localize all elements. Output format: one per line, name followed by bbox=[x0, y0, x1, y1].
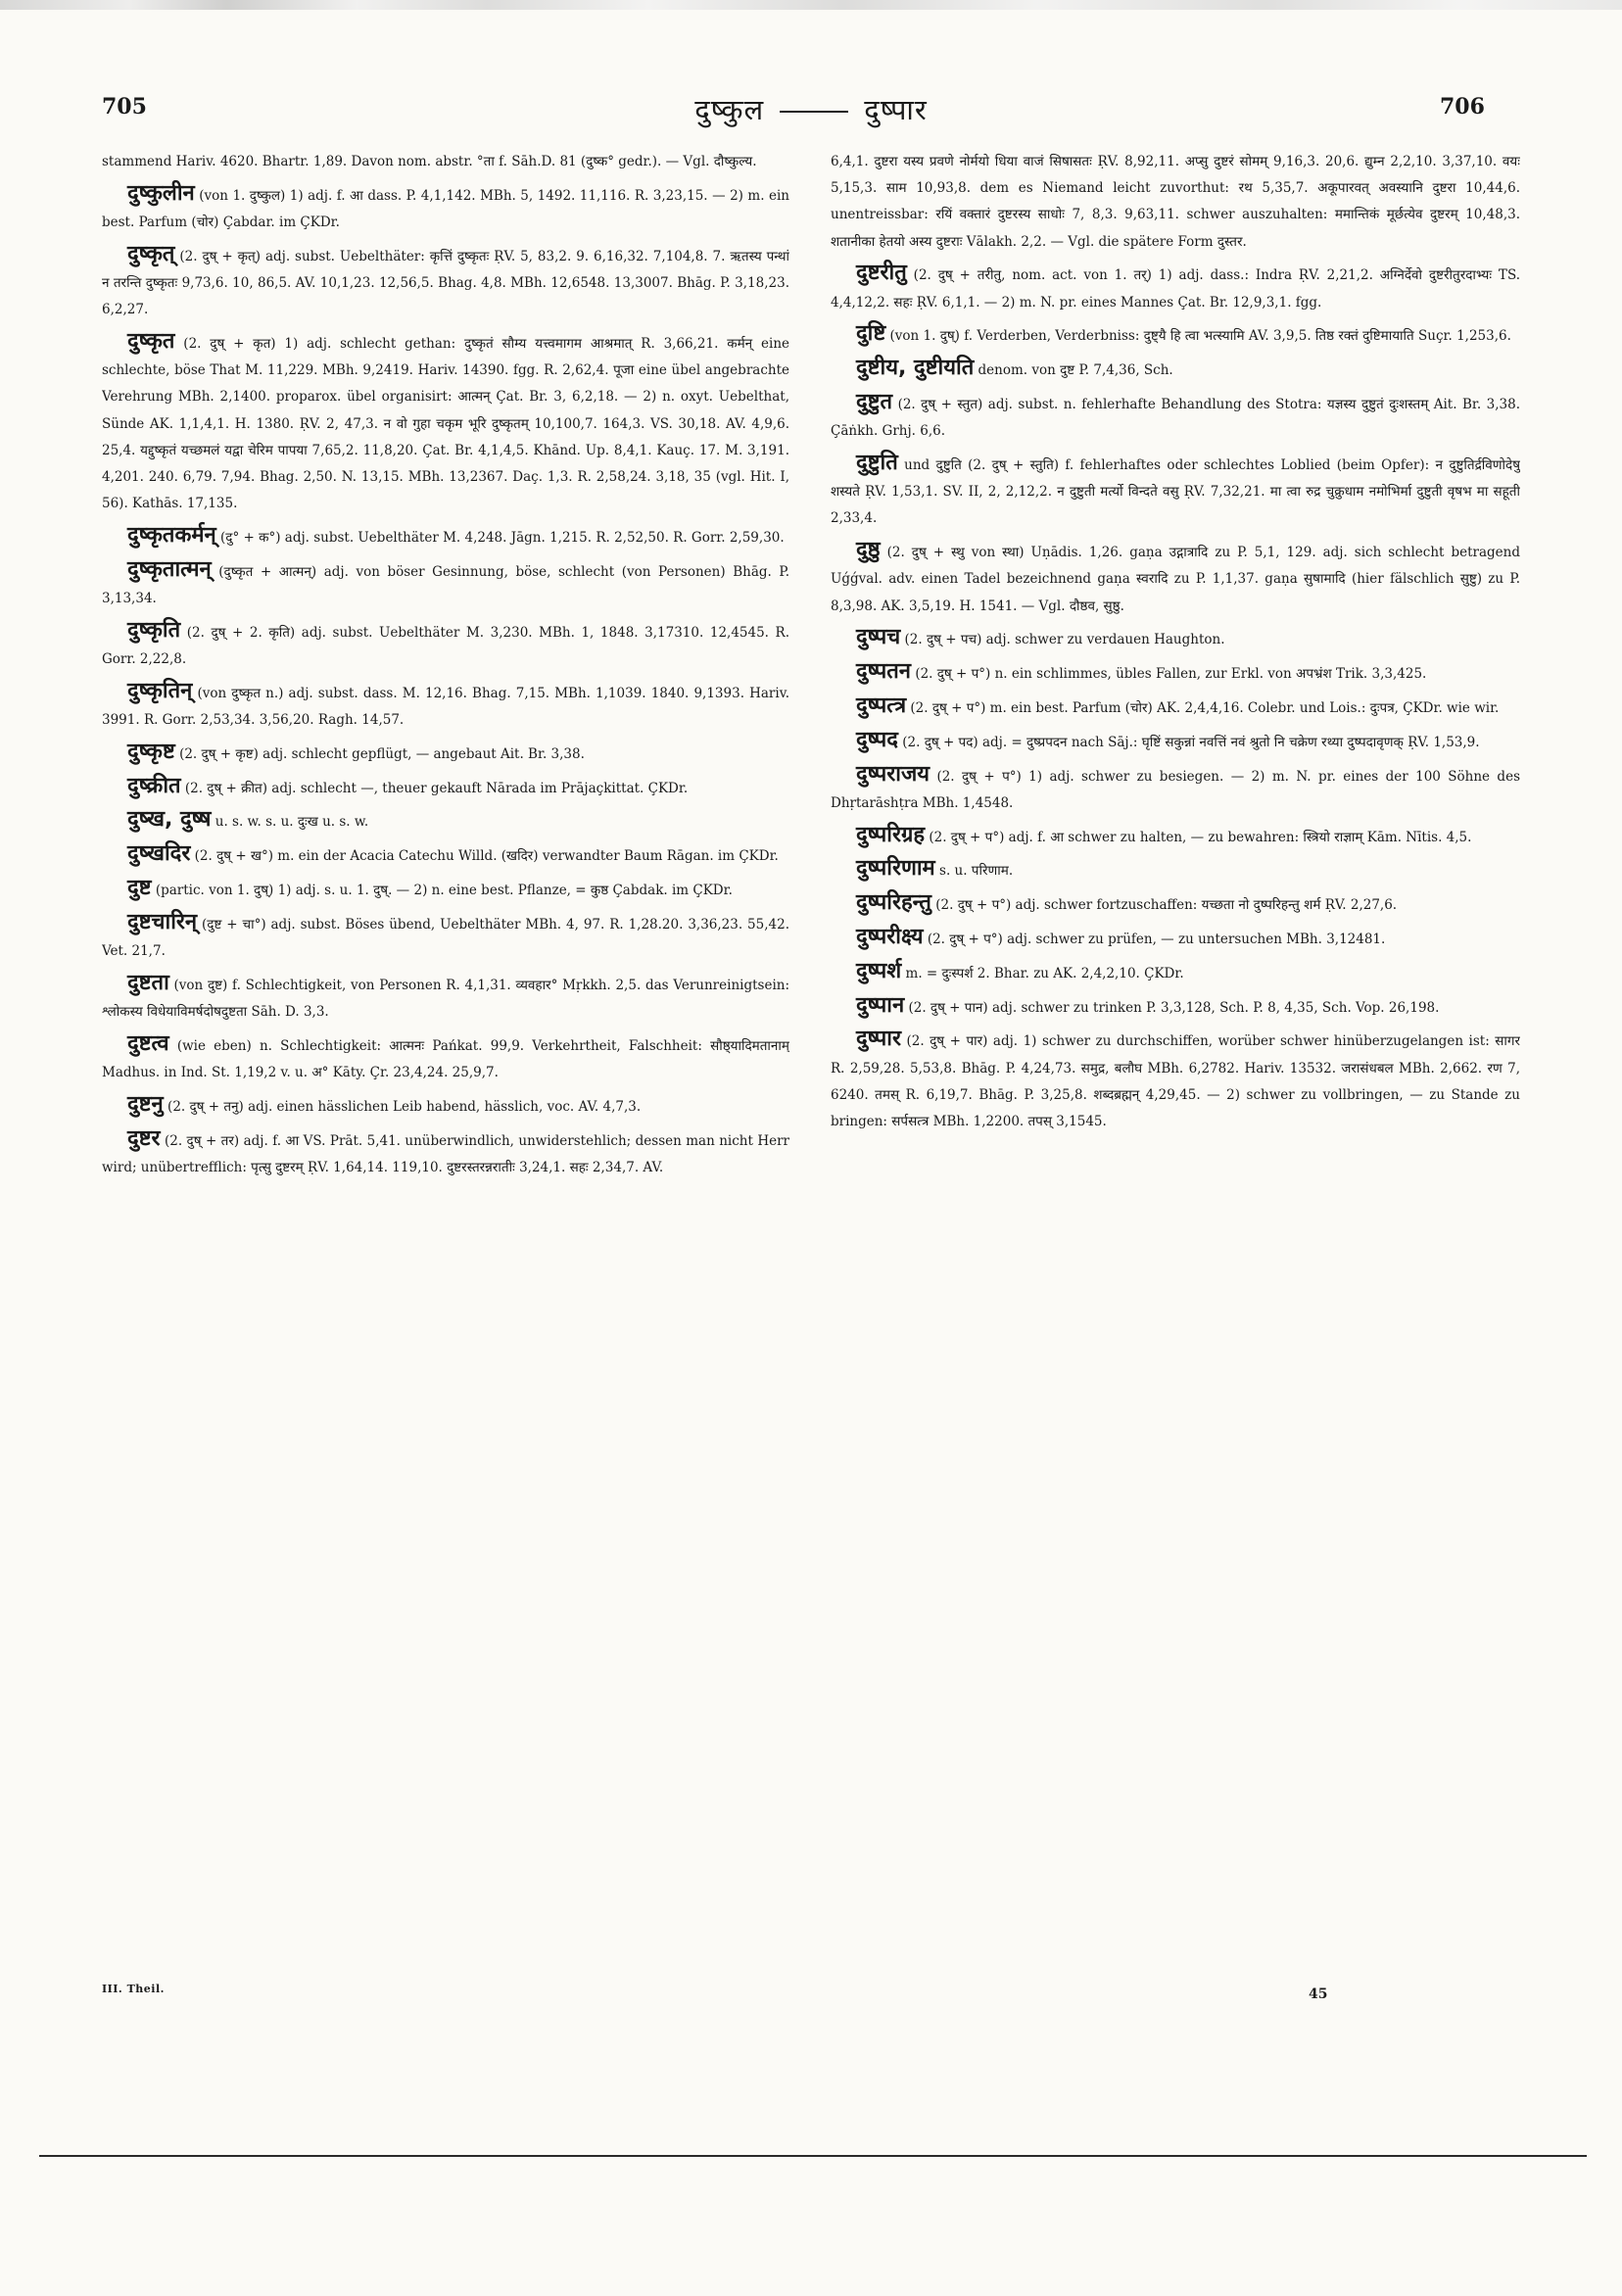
entry-text: (partic. von 1. दुष्) 1) adj. s. u. 1. दुष्. — 2) n. eine best. Pflanze, = कुष्ठ Çabdak. im ÇKDr. bbox=[155, 883, 733, 898]
signature-mark: 45 bbox=[1309, 1986, 1328, 2002]
dictionary-entry bbox=[102, 328, 789, 517]
entry-headword: दुष्कृत bbox=[127, 329, 175, 354]
running-head-last-word: दुष्पार bbox=[864, 93, 928, 126]
entry-headword: दुष्टुति bbox=[856, 451, 898, 475]
entry-text: (2. दुष् + ख°) m. ein der Acacia Catechu Willd. (खदिर) verwandter Baum Rāgan. im ÇKDr. bbox=[194, 848, 779, 865]
dictionary-entry bbox=[831, 658, 1520, 688]
entry-headword: दुष्टता bbox=[127, 970, 169, 995]
entry-headword: दुष्परिग्रह bbox=[856, 822, 926, 847]
entry-headword: दुष्कृति bbox=[127, 617, 181, 643]
entry-text: (2. दुष् + पार) adj. 1) schwer zu durchschiffen, worüber schwer hinüberzugelangen ist: सागर R. 2,59,28. 5,53,8. Bhāg. P. 4,24,73. समुद्र, बलौघ MBh. 6,2782. Hariv. 13532. जरासंधबल MBh. 2,662. रण 7, 6240. तमस् R. 6,19,7. Bhāg. P. 3,25,8. शब्दब्रह्मन् 4,29,45. — 2) schwer zu vollbringen, — zu Stande zu bringen: सर्पसत्त्र MBh. 1,2200. तपस् 3,1545. bbox=[831, 1033, 1520, 1129]
entry-headword: दुष्पान bbox=[856, 992, 905, 1018]
entry-text: (2. दुष् + क्रीत) adj. schlecht —, theuer gekauft Nārada im Prājaçkittat. ÇKDr. bbox=[184, 780, 689, 796]
entry-text: (2. दुष् + कृत्) adj. subst. Uebelthäter: कृत्तिं दुष्कृतः ṚV. 5, 83,2. 9. 6,16,32. 7,104,8. 7. ऋतस्य पन्थां न तरन्ति दुष्कृतः 9,73,6. 10, 86,5. AV. 10,1,23. 12,56,5. Bhag. 4,8. MBh. 12,6548. 13,3007. Bhāg. P. 3,18,23. 6,2,27. bbox=[102, 248, 789, 318]
entry-headword: दुष्परिणाम bbox=[856, 856, 935, 882]
entry-headword: दुष्कृत् bbox=[127, 241, 175, 266]
entry-headword: दुष्पत्त्र bbox=[856, 694, 907, 718]
entry-text: (2. दुष् + प°) n. ein schlimmes, übles Fallen, zur Erkl. von अपभ्रंश Trik. 3,3,425. bbox=[915, 666, 1427, 683]
dictionary-entry bbox=[831, 320, 1520, 350]
dictionary-entry bbox=[102, 970, 789, 1026]
entry-text: (2. दुष् + प°) adj. f. आ schwer zu halten, — zu bewahren: स्त्रियो राज्ञाम् Kām. Nītis. 4,5. bbox=[929, 829, 1472, 845]
dictionary-entry bbox=[831, 924, 1520, 953]
entry-text: und दुष्टुति (2. दुष् + स्तुति) f. fehlerhaftes oder schlechtes Loblied (beim Opfer): न दुष्टुतिर्द्रविणोदेषु शस्यते ṚV. 1,53,1. SV. II, 2, 2,12,2. न दुष्टुती मर्त्यो विन्दते वसु ṚV. 7,32,21. मा त्वा रुद्र चुक्रुधाम नमोभिर्मा दुष्टुती वृषभ मा सहूती 2,33,4. bbox=[831, 457, 1520, 527]
entry-text: s. u. परिणाम. bbox=[939, 863, 1014, 880]
dictionary-entry bbox=[831, 624, 1520, 653]
entry-text: (2. दुष् + प°) 1) adj. schwer zu besiegen. — 2) m. N. pr. eines der 100 Söhne des Dhṛtarāshṭra MBh. 1,4548. bbox=[831, 768, 1520, 811]
entry-text: u. s. w. s. u. दुःख u. s. w. bbox=[215, 814, 369, 831]
dictionary-entry bbox=[102, 773, 789, 802]
scan-top-edge bbox=[0, 0, 1622, 10]
entry-headword: दुष्कृतिन् bbox=[127, 678, 193, 703]
entry-headword: दुष्खदिर bbox=[127, 841, 191, 867]
entry-headword: दुष्ख, दुष्ष bbox=[127, 807, 212, 833]
dictionary-entry bbox=[831, 355, 1520, 384]
entry-headword: दुष्पार bbox=[856, 1027, 901, 1052]
entry-text: (2. दुष् + स्थु von स्था) Uṇādis. 1,26. gaṇa उद्गात्रादि zu P. 5,1, 129. adj. sich schlecht betragend Uǵǵval. adv. einen Tadel bezeichnend gaṇa स्वरादि zu P. 1,1,37. gaṇa सुषामादि (hier fälschlich सुष्टु) zu P. 8,3,98. AK. 3,5,19. H. 1541. — Vgl. दौष्ठव, सुष्ठु. bbox=[831, 545, 1520, 614]
entry-text: 6,4,1. दुष्टरा यस्य प्रवणे नोर्मयो धिया वाजं सिषासतः ṚV. 8,92,11. अप्सु दुष्टरं सोमम् 9,16,3. 20,6. द्युम्न 2,2,10. 3,37,10. वयः 5,15,3. साम 10,93,8. dem es Niemand leicht zuvorthut: रथ 5,35,7. अकूपारवत् अवस्यानि दुष्टरा 10,44,6. unentreissbar: रयिं वक्तारं दुष्टरस्य साधोः 7, 8,3. 9,63,11. schwer auszuhalten: ममान्तिकं मूर्छत्येव दुष्टरम् 10,48,3. शतानीका हेतयो अस्य दुष्टराः Vālakh. 2,2. — Vgl. die spätere Form दुस्तर. bbox=[831, 154, 1520, 250]
page-number-right: 706 bbox=[1440, 94, 1485, 120]
right-column bbox=[831, 149, 1520, 2010]
dictionary-entry bbox=[831, 761, 1520, 817]
dictionary-entry bbox=[831, 260, 1520, 315]
dictionary-entry bbox=[831, 855, 1520, 885]
entry-text: (wie eben) n. Schlechtigkeit: आत्मनः Pańkat. 99,9. Verkehrtheit, Falschheit: सौष्ठ्यादिमतानाम् Madhus. in Ind. St. 1,19,2 v. u. अ° Kāty. Çr. 23,4,24. 25,9,7. bbox=[102, 1037, 789, 1080]
entry-headword: दुष्ट bbox=[127, 876, 152, 900]
entry-headword: दुष्टनु bbox=[127, 1091, 164, 1117]
entry-headword: दुष्परिहन्तु bbox=[856, 890, 931, 916]
entry-headword: दुष्टत्व bbox=[127, 1030, 169, 1056]
entry-text: (2. दुष् + तरीतु, nom. act. von 1. तर्) 1) adj. dass.: Indra ṚV. 2,21,2. अग्निर्देवो दुष्टरीतुरदाभ्यः TS. 4,4,12,2. सहः ṚV. 6,1,1. — 2) m. N. pr. eines Mannes Çat. Br. 12,9,3,1. fgg. bbox=[831, 267, 1520, 311]
entry-text: (2. दुष् + पान) adj. schwer zu trinken P. 3,3,128, Sch. P. 8, 4,35, Sch. Vop. 26,198. bbox=[908, 999, 1440, 1016]
entry-headword: दुष्टि bbox=[856, 321, 886, 347]
entry-text: (2. दुष् + 2. कृति) adj. subst. Uebelthäter M. 3,230. MBh. 1, 1848. 3,17310. 12,4545. R. Gorr. 2,22,8. bbox=[102, 624, 789, 668]
entry-text: (von दुष्ट) f. Schlechtigkeit, von Personen R. 4,1,31. व्यवहार° Mṛkkh. 2,5. das Verunreinigtsein: श्लोकस्य विधेयाविमर्षदोषदुष्टता Sāh. D. 3,3. bbox=[102, 977, 789, 1020]
entry-text: (2. दुष् + प°) m. ein best. Parfum (चोर) AK. 2,4,4,16. Colebr. und Lois.: दुःपत्र, ÇKDr. wie wir. bbox=[910, 700, 1500, 716]
entry-headword: दुष्पराजय bbox=[856, 761, 930, 787]
entry-text: (2. दुष् + कृत) 1) adj. schlecht gethan: दुष्कृतं सौम्य यत्त्वमागम आश्रमात् R. 3,66,21. कर्मन् eine schlechte, böse That M. 11,229. MBh. 9,2419. Hariv. 14390. fgg. R. 2,62,4. पूजा eine übel angebrachte Verehrung MBh. 2,1400. proparox. übel organisirt: आत्मन् Çat. Br. 3, 6,2,18. — 2) n. oxyt. Uebelthat, Sünde AK. 1,1,4,1. H. 1380. ṚV. 2, 47,3. न वो गुहा चकृम भूरि दुष्कृतम् 10,100,7. 164,3. VS. 30,18. AV. 4,9,6. 25,4. यद्दुष्कृतं यच्छमलं यद्वा चेरिम पापया 7,65,2. 11,8,20. Çat. Br. 4,1,4,5. Khānd. Up. 8,4,1. Kauç. 17. M. 3,191. 4,201. 240. 6,79. 7,94. Bhag. 2,50. N. 13,15. MBh. 13,2367. Daç. 1,3. R. 2,58,24. 3,18, 35 (vgl. Hit. I, 56). Kathās. 17,135. bbox=[102, 336, 789, 512]
dictionary-entry bbox=[831, 958, 1520, 987]
entry-headword: दुष्पर्श bbox=[856, 958, 902, 983]
entry-text: (2. दुष् + पद) adj. = दुष्प्रपदन nach Sāj.: घृष्टिं सकुन्नां नवत्तिं नवं श्रुतो नि चक्रेण रथ्या दुष्पदावृणक् ṚV. 1,53,9. bbox=[902, 734, 1480, 750]
dictionary-entry bbox=[831, 822, 1520, 851]
entry-text: (दुष्ट + चा°) adj. subst. Böses übend, Uebelthäter MBh. 4, 97. R. 1,28.20. 3,36,23. 55,42. Vet. 21,7. bbox=[102, 916, 789, 959]
entry-text: (दु° + क°) adj. subst. Uebelthäter M. 4,248. Jāgn. 1,215. R. 2,52,50. R. Gorr. 2,59,30. bbox=[220, 530, 785, 547]
entry-headword: दुष्पच bbox=[856, 625, 901, 650]
dictionary-entry bbox=[831, 389, 1520, 445]
dictionary-entry bbox=[102, 875, 789, 904]
entry-text: (von 1. दुष्कुल) 1) adj. f. आ dass. P. 4,1,142. MBh. 5, 1492. 11,116. R. 3,23,15. — 2) m. ein best. Parfum (चोर) Çabdar. im ÇKDr. bbox=[102, 187, 789, 230]
dictionary-entry bbox=[102, 1125, 789, 1181]
entry-headword: दुष्कृष्ट bbox=[127, 739, 175, 764]
dictionary-entry bbox=[102, 1030, 789, 1086]
entry-text: m. = दुःस्पर्श 2. Bhar. zu AK. 2,4,2,10. ÇKDr. bbox=[905, 965, 1184, 981]
entry-headword: दुष्कुलीन bbox=[127, 180, 195, 206]
dictionary-entry bbox=[102, 522, 789, 551]
dictionary-entry bbox=[831, 727, 1520, 756]
dictionary-entry bbox=[102, 678, 789, 734]
dictionary-entry bbox=[102, 1091, 789, 1121]
entry-text: (2. दुष् + प°) adj. schwer fortzuschaffen: यच्छता नो दुष्परिहन्तु शर्म ṚV. 2,27,6. bbox=[935, 897, 1398, 914]
entry-headword: दुष्पद bbox=[856, 727, 898, 752]
dictionary-entry bbox=[831, 992, 1520, 1022]
entry-text: (2. दुष् + तनु) adj. einen hässlichen Leib habend, hässlich, voc. AV. 4,7,3. bbox=[167, 1098, 642, 1115]
dictionary-entry bbox=[831, 537, 1520, 620]
entry-headword: दुष्कृतकर्मन् bbox=[127, 523, 216, 549]
entry-text: (von 1. दुष्) f. Verderben, Verderbniss: दुष्ट्यै हि त्वा भत्स्यामि AV. 3,9,5. तिष्ठ रक्तं दुष्टिमायाति Suçr. 1,253,6. bbox=[889, 328, 1511, 345]
entry-headword: दुष्पतन bbox=[856, 659, 912, 685]
running-head-dash bbox=[780, 111, 848, 113]
dictionary-entry bbox=[102, 840, 789, 870]
volume-note: III. Theil. bbox=[102, 1983, 165, 1995]
entry-text: denom. von दुष्ट P. 7,4,36, Sch. bbox=[978, 362, 1173, 379]
entry-text: stammend Hariv. 4620. Bhartr. 1,89. Davon nom. abstr. °ता f. Sāh.D. 81 (दुष्क° gedr.). — Vgl. दौष्कुल्य. bbox=[102, 154, 757, 169]
page-number-left: 705 bbox=[102, 94, 147, 120]
dictionary-entry bbox=[102, 241, 789, 324]
entry-text: (2. दुष् + तर) adj. f. आ VS. Prāt. 5,41. unüberwindlich, unwiderstehlich; dessen man nicht Herr wird; unübertrefflich: पृत्सु दुष्टरम् ṚV. 1,64,14. 119,10. दुष्टरस्तरन्नरातीः 3,24,1. सहः 2,34,7. AV. bbox=[102, 1132, 789, 1175]
entry-headword: दुष्टुत bbox=[856, 390, 893, 414]
entry-text: (2. दुष् + पच) adj. schwer zu verdauen Haughton. bbox=[904, 632, 1225, 648]
dictionary-entry bbox=[831, 1026, 1520, 1135]
entry-headword: दुष्टीय, दुष्टीयति bbox=[856, 356, 975, 381]
entry-text: (von दुष्कृत n.) adj. subst. dass. M. 12,16. Bhag. 7,15. MBh. 1,1039. 1840. 9,1393. Hariv. 3991. R. Gorr. 2,53,34. 3,56,20. Ragh. 14,57. bbox=[102, 685, 789, 729]
dictionary-entry bbox=[102, 180, 789, 236]
dictionary-entry bbox=[831, 693, 1520, 722]
entry-headword: दुष्टचारिन् bbox=[127, 909, 198, 934]
bottom-rule bbox=[39, 2155, 1587, 2157]
dictionary-entry bbox=[102, 909, 789, 965]
dictionary-entry bbox=[831, 149, 1520, 256]
running-head-first-word: दुष्कुल bbox=[694, 93, 765, 126]
dictionary-entry bbox=[102, 739, 789, 768]
dictionary-entry bbox=[102, 617, 789, 673]
entry-headword: दुष्टर bbox=[127, 1125, 161, 1151]
entry-headword: दुष्कृतात्मन् bbox=[127, 556, 212, 582]
entry-headword: दुष्टरीतु bbox=[856, 261, 907, 286]
entry-text: (2. दुष् + स्तुत) adj. subst. n. fehlerhafte Behandlung des Stotra: यज्ञस्य दुष्टुतं दुःशस्तम् Ait. Br. 3,38. Çāṅkh. Grhj. 6,6. bbox=[831, 397, 1520, 440]
entry-text: (दुष्कृत + आत्मन्) adj. von böser Gesinnung, böse, schlecht (von Personen) Bhāg. P. 3,13,34. bbox=[102, 563, 789, 607]
entry-text: (2. दुष् + कृष्ट) adj. schlecht gepflügt, — angebaut Ait. Br. 3,38. bbox=[179, 745, 585, 762]
entry-headword: दुष्क्रीत bbox=[127, 773, 181, 798]
dictionary-entry bbox=[102, 556, 789, 612]
dictionary-entry bbox=[102, 806, 789, 836]
dictionary-entry bbox=[102, 149, 789, 175]
dictionary-entry bbox=[831, 889, 1520, 919]
dictionary-entry bbox=[831, 450, 1520, 533]
entry-headword: दुष्ठु bbox=[856, 538, 881, 563]
left-column bbox=[102, 149, 789, 2010]
running-head bbox=[0, 90, 1622, 128]
entry-text: (2. दुष् + प°) adj. schwer zu prüfen, — zu untersuchen MBh. 3,12481. bbox=[927, 931, 1386, 947]
entry-headword: दुष्परीक्ष्य bbox=[856, 924, 924, 949]
